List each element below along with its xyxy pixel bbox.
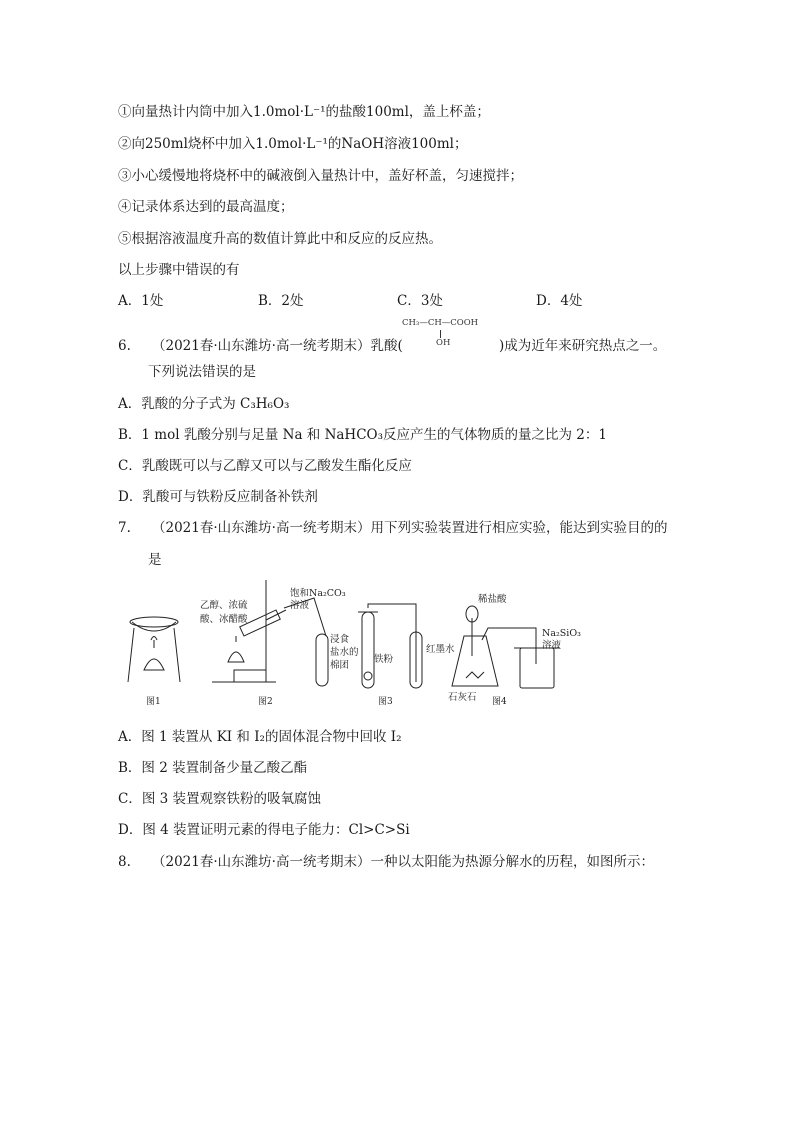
lactic-acid-structure [402,318,502,352]
fig2-reagents-2: 酸、冰醋酸 [200,614,248,625]
q5-option-a[interactable]: A．1处 [118,293,164,309]
q5-option-b[interactable]: B．2处 [258,293,304,309]
fig3-cotton-2: 盐水的 [330,647,359,658]
q7-number: 7. [118,520,131,536]
fig3-red-ink: 红墨水 [426,644,455,655]
q6-option-c[interactable]: C．乳酸既可以与乙醇又可以与乙酸发生酯化反应 [118,458,412,474]
apparatus-figure [116,578,586,710]
fig4-silicate-1: Na₂SiO₃ [542,628,581,639]
step-1: ①向量热计内筒中加入1.0mol·L⁻¹的盐酸100ml，盖上杯盖； [118,104,490,120]
fig2-saturated-2: 溶液 [290,600,310,611]
fig4-caption: 图4 [492,697,507,707]
q7-line2: 是 [148,552,162,568]
step-3: ③小心缓慢地将烧杯中的碱液倒入量热计中，盖好杯盖，匀速搅拌； [118,168,523,184]
fig4-hcl: 稀盐酸 [478,594,507,605]
fig3-iron: 铁粉 [374,654,394,665]
q6-option-b[interactable]: B．1 mol 乳酸分别与足量 Na 和 NaHCO₃反应产生的气体物质的量之比为 2：1 [118,427,607,443]
fig3-cotton-1: 浸食 [330,634,350,645]
fig4-limestone: 石灰石 [448,692,477,703]
fig3-caption: 图3 [378,697,393,707]
fig1-apparatus [128,617,180,682]
step-5: ⑤根据溶液温度升高的数值计算此中和反应的反应热。 [118,231,442,247]
fig4-silicate-2: 溶液 [542,640,562,651]
q7-option-c[interactable]: C．图 3 装置观察铁粉的吸氧腐蚀 [118,791,322,807]
fig3-apparatus [358,604,422,688]
fig1-caption: 图1 [146,697,161,707]
step-4: ④记录体系达到的最高温度； [118,199,294,215]
q5-stem-tail: 以上步骤中错误的有 [118,262,240,278]
q6-source: （2021春·山东潍坊·高一统考期末）乳酸( [152,338,403,354]
structure-chain: CH₃—CH—COOH [402,318,479,328]
step-2: ②向250ml烧杯中加入1.0mol·L⁻¹的NaOH溶液100ml； [118,136,468,152]
q6-number: 6. [118,338,131,354]
q7-option-d[interactable]: D．图 4 装置证明元素的得电子能力：Cl>C>Si [118,822,410,838]
q6-after-structure: )成为近年来研究热点之一。 [499,338,667,354]
q7-option-a[interactable]: A．图 1 装置从 KI 和 I₂的固体混合物中回收 I₂ [118,729,402,745]
q8-line1: （2021春·山东潍坊·高一统考期末）一种以太阳能为热源分解水的历程，如图所示： [152,854,654,870]
q6-option-d[interactable]: D．乳酸可与铁粉反应制备补铁剂 [118,489,318,505]
structure-branch: OH [436,338,451,348]
q6-line2: 下列说法错误的是 [148,364,256,380]
q8-number: 8. [118,854,131,870]
fig2-saturated-1: 饱和Na₂CO₃ [290,588,346,599]
q6-option-a[interactable]: A．乳酸的分子式为 C₃H₆O₃ [118,396,290,412]
fig2-caption: 图2 [258,697,273,707]
fig3-cotton-3: 棉团 [330,660,350,671]
fig2-reagents-1: 乙醇、浓硫 [200,600,248,611]
q7-line1: （2021春·山东潍坊·高一统考期末）用下列实验装置进行相应实验，能达到实验目的的 [152,520,668,536]
q5-option-d[interactable]: D．4处 [536,293,583,309]
q7-option-b[interactable]: B．图 2 装置制备少量乙酸乙酯 [118,760,308,776]
structure-bond [440,330,441,338]
q5-option-c[interactable]: C．3处 [397,293,443,309]
